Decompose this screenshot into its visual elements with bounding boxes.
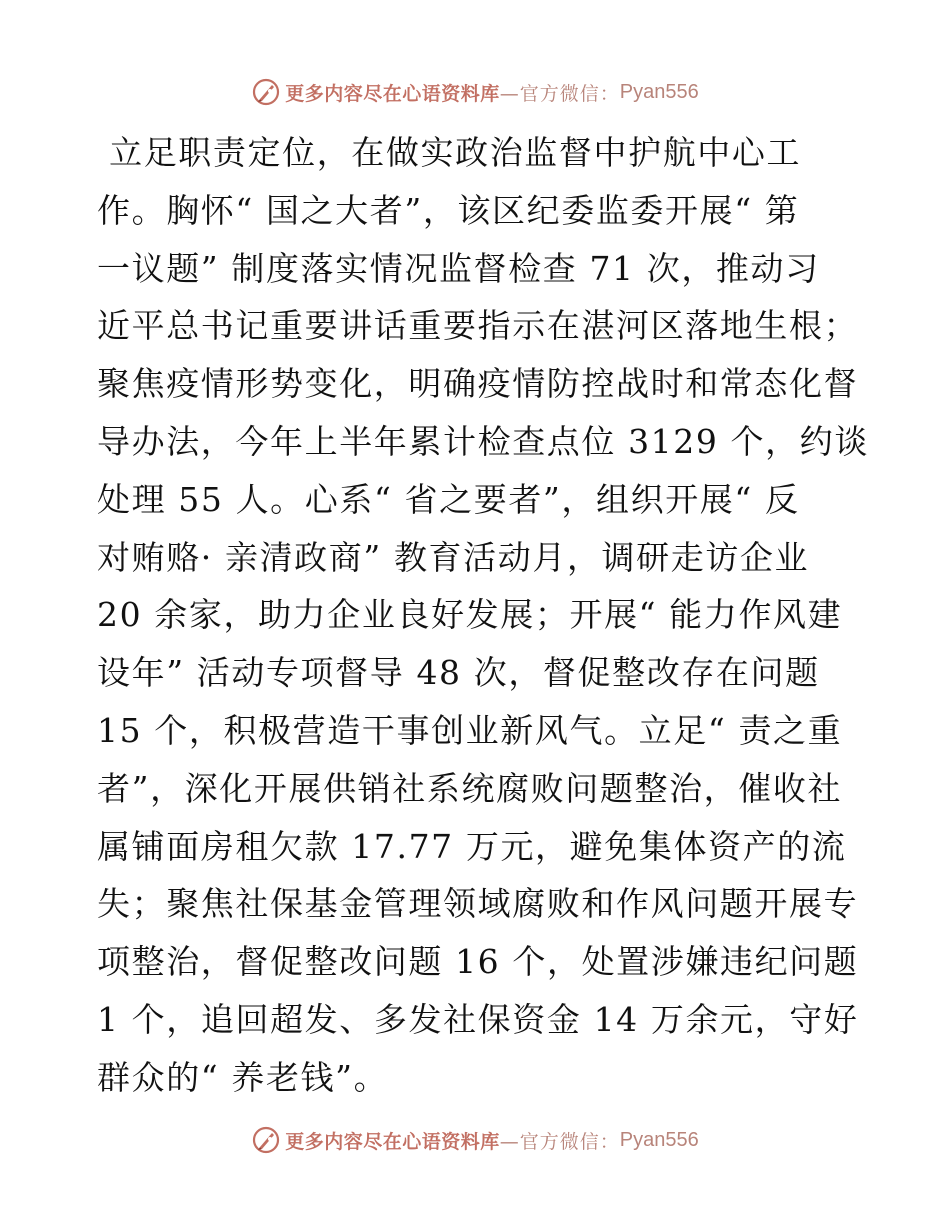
text-line: 设年” 活动专项督导 48 次，督促整改存在问题 [97,653,820,693]
text-line: 聚焦疫情形势变化，明确疫情防控战时和常态化督 [97,364,859,404]
text-line: 群众的“ 养老钱”。 [97,1057,389,1097]
text-line: 对贿赂· 亲清政商” 教育活动月，调研走访企业 [97,537,810,577]
banner-title: 更多内容尽在心语资料库 [285,82,500,105]
banner-wechat-id: Pyan556 [619,1128,699,1151]
text-line: 者”，深化开展供销社系统腐败问题整治，催收社 [97,768,843,808]
banner-title: 更多内容尽在心语资料库 [285,1130,500,1153]
footer-banner [0,1120,950,1160]
text-line: 立足职责定位，在做实政治监督中护航中心工 [97,133,802,172]
banner-wechat-label: —官方微信： [499,82,620,105]
text-line: 1 个，追回超发、多发社保资金 14 万余元，守好 [97,999,859,1039]
text-line: 失；聚焦社保基金管理领域腐败和作风问题开展专 [97,884,859,924]
text-line: 15 个，积极营造干事创业新风气。立足“ 责之重 [97,710,843,750]
text-line: 项整治，督促整改问题 16 个，处置涉嫌违纪问题 [97,942,859,982]
pen-logo-icon [251,1125,281,1155]
text-line: 导办法，今年上半年累计检查点位 3129 个，约谈 [97,421,869,461]
text-line: 20 余家，助力企业良好发展；开展“ 能力作风建 [97,595,843,635]
article-body [97,124,869,1107]
text-line: 作。胸怀“ 国之大者”，该区纪委监委开展“ 第 [97,190,800,230]
banner-wechat-id: Pyan556 [619,80,699,103]
text-line: 处理 55 人。心系“ 省之要者”，组织开展“ 反 [97,479,800,519]
banner-wechat-label: —官方微信： [499,1130,620,1153]
text-line: 一议题” 制度落实情况监督检查 71 次，推动习 [97,248,820,288]
text-line: 属铺面房租欠款 17.77 万元，避免集体资产的流 [97,826,847,866]
pen-logo-icon [251,77,281,107]
text-line: 近平总书记重要讲话重要指示在湛河区落地生根； [97,306,859,346]
header-banner [0,72,950,112]
